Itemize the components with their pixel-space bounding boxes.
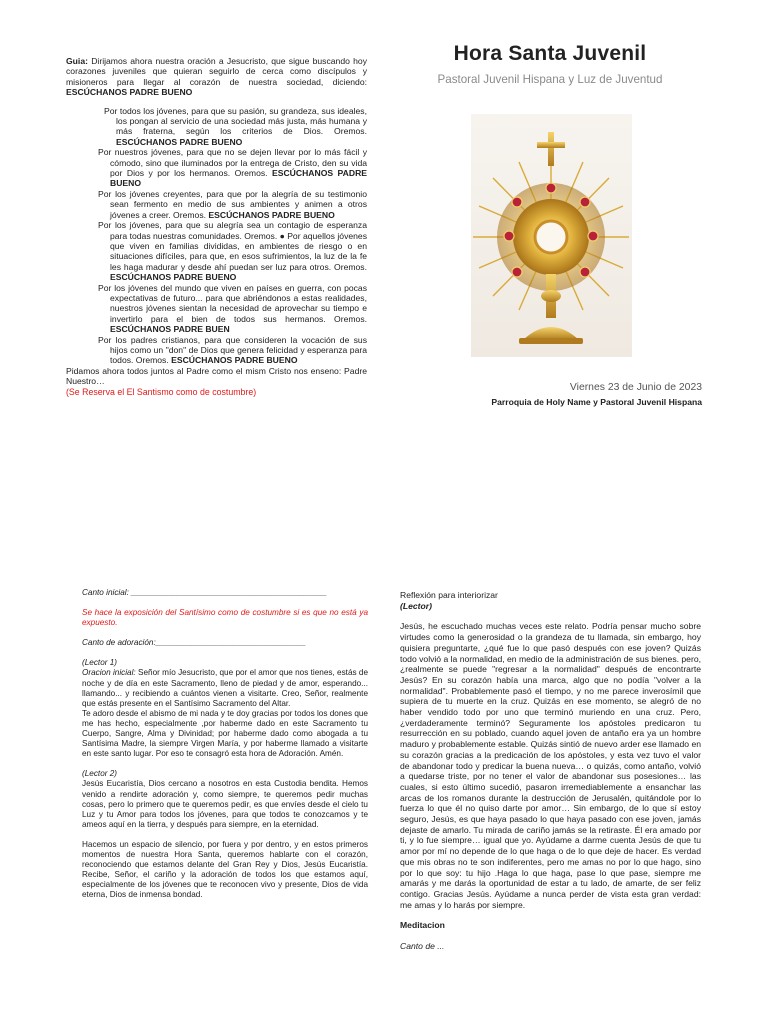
canto-inicial-line: Canto inicial: ___________________________________________ [82,588,327,597]
guia-response: ESCÚCHANOS PADRE BUENO [66,87,193,98]
oracion-label: Oracion inicial: [82,668,136,678]
exposition-note: Se hace la exposición del Santísimo como de costumbre si es que no está ya expuesto. [82,608,368,628]
parish-name: Parroquia de Holy Name y Pastoral Juvenil Hispana [491,397,702,407]
cover-header [400,42,700,86]
cover-subtitle: Pastoral Juvenil Hispana y Luz de Juventud [437,73,663,86]
meditacion-heading: Meditacion [400,920,445,931]
canto-adoracion-line: Canto de adoración:_________________________________ [82,638,307,648]
monstrance-icon [471,114,632,357]
silencio-paragraph: Hacemos un espacio de silencio, por fuera y por dentro, y en estos primeros momentos de nuestra Hora Santa, queremos hablarte con el corazón, reconociendo que estamos delante del Gran Rey y Dios, Jesús Eucaristía. Recibe, Señor, el cariño y la adoración de todos los que estamos aquí, especialmente de los jóvenes que te reconocen vivo y presente, Dios de vida eterna, Dios de inmensa bondad. [82,839,368,900]
petition-item: Por nuestros jóvenes, para que no se dejen llevar por lo más fácil y cómodo, sino que iluminados por la entrega de Cristo, den su vida por Dios y por los hermanos. Oremos. ESCÚCHANOS PADRE BUENO [98,147,368,189]
oracion-inicial-paragraph [82,668,368,708]
oracion-text: Señor mío Jesucristo, que por el amor que nos tienes, estás de noche y de día en este Sacramento, lleno de piedad y de amor, esperando... llamando... y recibiendo a cuántos vienen a visitarte. Creo, Señor, realmente que estás presente en el Santísimo Sacramento del Altar. [82,668,368,708]
reserve-note: (Se Reserva el El Santismo como de costumbre) [66,386,257,397]
lector-label: (Lector) [400,600,432,611]
event-date: Viernes 23 de Junio de 2023 [569,382,702,393]
guia-label: Guia: [66,56,88,66]
cover-title: Hora Santa Juvenil [453,42,647,65]
lector2-paragraph: Jesús Eucaristía, Dios cercano a nosotros en esta Custodia bendita. Hemos venido a rendirte adoración y, como siempre, te queremos pedir muchas cosas, pero lo primero que te queremos pedir, es que envíes desde el cielo tu Luz y tu Amor para todos los jóvenes, para que todos te conozcamos y te ameos aquí en la tierra, y después para siempre, en la eternidad. [82,779,368,829]
reflexion-paragraph: Jesús, he escuchado muchas veces este relato. Podría pensar mucho sobre virtudes como la generosidad o la grandeza de tu llamada, sin embargo, hoy quisiera preguntarte, ¿qué fue lo que pasó después con ese joven? Quizás todo volvió a la normalidad, en medio de la administración de sus bienes. pero, ¿realmente se puede "regresar a la normalidad" después de encontrarte Jesús? En su corazón había una marca, algo que no podía "volver a la normalidad". Probablemente pasó el tiempo, y no me parece inverosímil que supiera de tu muerte en la cruz. Quizás en ese momento, se alegró de no haber vendido todo por uno que terminó muriendo en una cruz. Pero, ¿verdaderamente terminó? Seguramente los apóstoles predicaron tu resurrección en su poblado, cuando aquel joven de antaño era ya un hombre maduro y probablemente estable. Quizás sintió de nuevo arder ese llamado en su corazón gracias a la predicación de los apóstoles, y esta vez tuvo el valor de abandonar todo y predicar la buena nueva… o quizás, como antaño, volvió a quedarse triste, por no tener el valor de abandonar sus posesiones… las cuales, si esto último sucedió, pasaron irremediablemente a ensanchar las arcas de los romanos durante la destrucción de Jerusalén, quitándole por lo fuerza lo que él no quiso darte por amor… Sin embargo, de lo que sí estoy seguro, Jesús, es que haya pasado lo que haya pasado con ese joven, jamás dejaste de amarlo. Tu mirada de cariño jamás se la retiraste. Él era amado por ti, y lo fue siempre… igual que yo. Ayúdame a darme cuenta Jesús de que tu amor por mí no depende de lo que haga o de lo que deje de hacer. Es verdad que mis obras no te son indiferentes, pero me amas no por lo que hago, sino por lo que soy: tu hijo .Haga lo que haga, pase lo que pase, siempre me amarás y me darás la oportunidad de estar a tu lado, de amarte, de ser feliz contigo. Gracias Jesús. Ayúdame a nunca perder de vista esta gran verdad: me amas y lo harás por siempre. [400,621,701,910]
padre-nuestro-text: Pidamos ahora todos juntos al Padre como el mism Cristo nos enseno: Padre Nuestro… [66,365,367,387]
petition-list [66,106,367,366]
adoro-paragraph: Te adoro desde el abismo de mi nada y te doy gracias por todos los dones que me has hecho, especialmente ,por haberme dado en este Sacramento tu Cuerpo, Sangre, Alma y Divinidad; por haberme dado como abogada a tu Santísima Madre, la siempre Virgen María, y por haberme llamado a visitarte en este santo lugar. Por eso te consagró esta hora de Adoración. Amén. [82,708,368,759]
lector1-label: (Lector 1) [82,658,118,668]
petition-item: Por los jóvenes del mundo que viven en países en guerra, con pocas expectativas de futuro... para que abriéndonos a estas realidades, nuestros jóvenes sientan la necesidad de aprovechar su tiempo e invertirlo para el bien de todos sus hermanos. Oremos. ESCÚCHANOS PADRE BUEN [98,282,367,335]
guia-text: Dirijamos ahora nuestra oración a Jesucristo, que sigue buscando hoy corazones juveniles que quieran seguirlo de cerca como discípulos y misioneros para llegar al corazón de nuestra sociedad, diciendo: [66,56,367,87]
petition-item: Por los jóvenes creyentes, para que por la alegría de su testimonio sean fermento en medio de sus ambientes y animen a otros jóvenes a creer. Oremos. ESCÚCHANOS PADRE BUENO [98,188,367,220]
guia-paragraph [66,56,367,98]
petition-item: Por todos los jóvenes, para que su pasión, su grandeza, sus ideales, los pongan al servicio de una sociedad más justa, más humana y más fraterna, según los criterios de Dios. Oremos. ESCÚCHANOS PADRE BUENO [104,105,367,147]
opening-section [82,588,368,900]
lector2-label: (Lector 2) [82,769,118,779]
monstrance-image [471,114,632,357]
reflexion-heading: Reflexión para interiorizar [400,590,498,600]
petition-item: Por los padres cristianos, para que consideren la vocación de sus hijos como un "don" de Dios que genera felicidad y esperanza para todos. Oremos. ESCÚCHANOS PADRE BUENO [98,334,367,366]
reflection-section [400,590,701,952]
petitions-section [66,56,367,397]
canto-cut-line: Canto de ... [400,941,445,952]
petition-item: Por los jóvenes, para que su alegría sea un contagio de esperanza para todas nuestras comunidades. Oremos. ● Por aquellos jóvenes que viven en familias divididas, en ambientes de riesgo o en situaciones difíciles, para que, en esos sufrimientos, la luz de la fe les haga madurar y desde ahí puedan ser luz para otros. Oremos. ESCÚCHANOS PADRE BUENO [98,220,367,283]
